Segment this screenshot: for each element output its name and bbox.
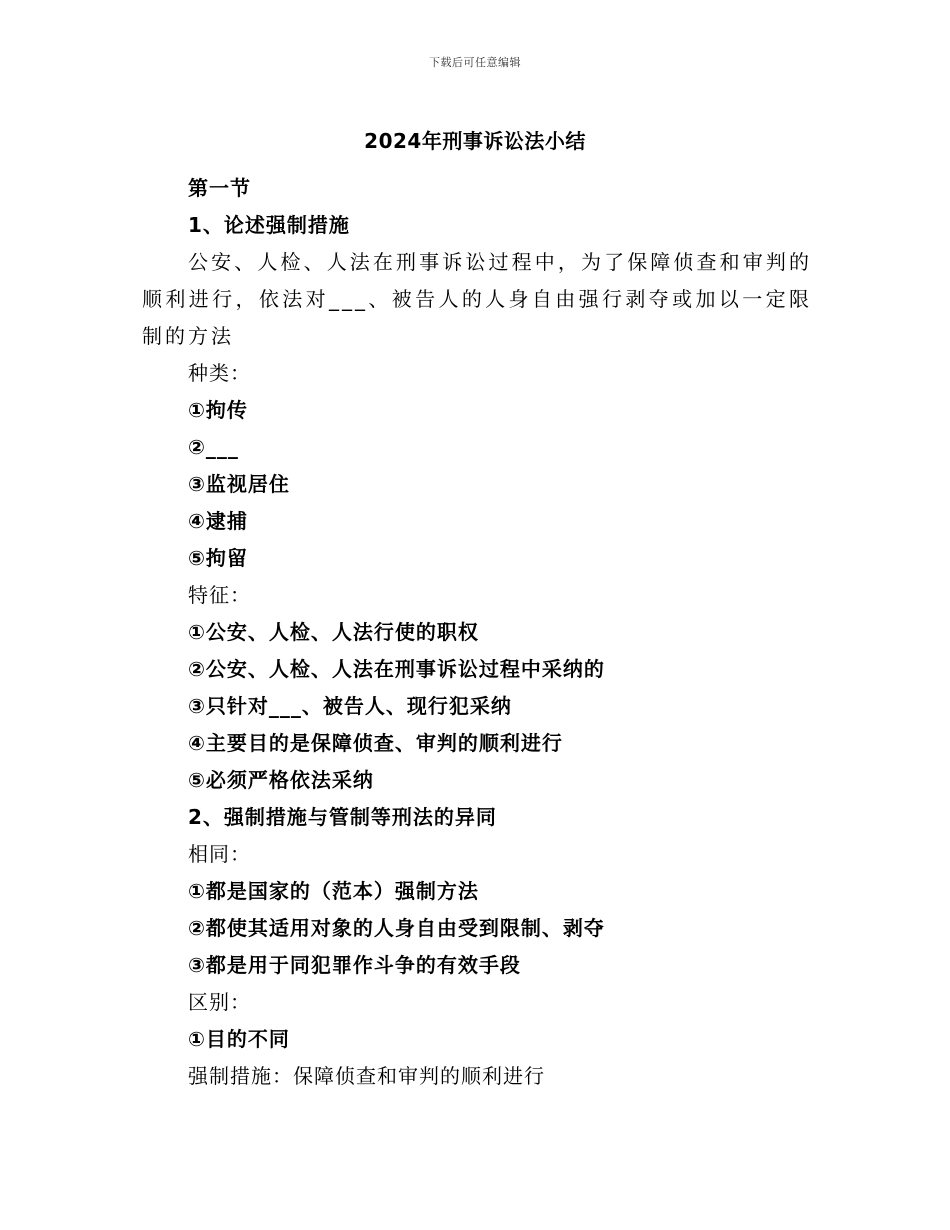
document-body bbox=[142, 170, 812, 1095]
diff-item-title: ①目的不同 bbox=[188, 1027, 290, 1051]
diff-item-text: 强制措施：保障侦查和审判的顺利进行 bbox=[188, 1064, 545, 1088]
feature-item: ④主要目的是保障侦查、审判的顺利进行 bbox=[188, 731, 563, 755]
definition-paragraph: 公安、人检、人法在刑事诉讼过程中，为了保障侦查和审判的顺利进行，依法对___、被告人的人身自由强行剥夺或加以一定限制的方法 bbox=[142, 250, 812, 348]
type-item: ④逮捕 bbox=[188, 509, 248, 533]
type-item: ⑤拘留 bbox=[188, 546, 248, 570]
item1-title: 1、论述强制措施 bbox=[188, 213, 350, 237]
same-item: ①都是国家的（范本）强制方法 bbox=[188, 879, 479, 903]
header-note: 下载后可任意编辑 bbox=[429, 56, 521, 69]
type-item: ③监视居住 bbox=[188, 472, 290, 496]
type-item: ②___ bbox=[188, 435, 239, 459]
section-heading: 第一节 bbox=[188, 176, 251, 200]
feature-item: ⑤必须严格依法采纳 bbox=[188, 768, 374, 792]
document-title: 2024年刑事诉讼法小结 bbox=[364, 129, 586, 153]
feature-item: ①公安、人检、人法行使的职权 bbox=[188, 620, 479, 644]
diff-label: 区别： bbox=[188, 990, 251, 1014]
features-label: 特征： bbox=[188, 583, 251, 607]
same-label: 相同： bbox=[188, 842, 251, 866]
item2-title: 2、强制措施与管制等刑法的异同 bbox=[188, 805, 497, 829]
same-item: ②都使其适用对象的人身自由受到限制、剥夺 bbox=[188, 916, 605, 940]
types-label: 种类： bbox=[188, 361, 251, 385]
feature-item: ③只针对___、被告人、现行犯采纳 bbox=[188, 694, 512, 718]
same-item: ③都是用于同犯罪作斗争的有效手段 bbox=[188, 953, 521, 977]
feature-item: ②公安、人检、人法在刑事诉讼过程中采纳的 bbox=[188, 657, 605, 681]
type-item: ①拘传 bbox=[188, 398, 248, 422]
